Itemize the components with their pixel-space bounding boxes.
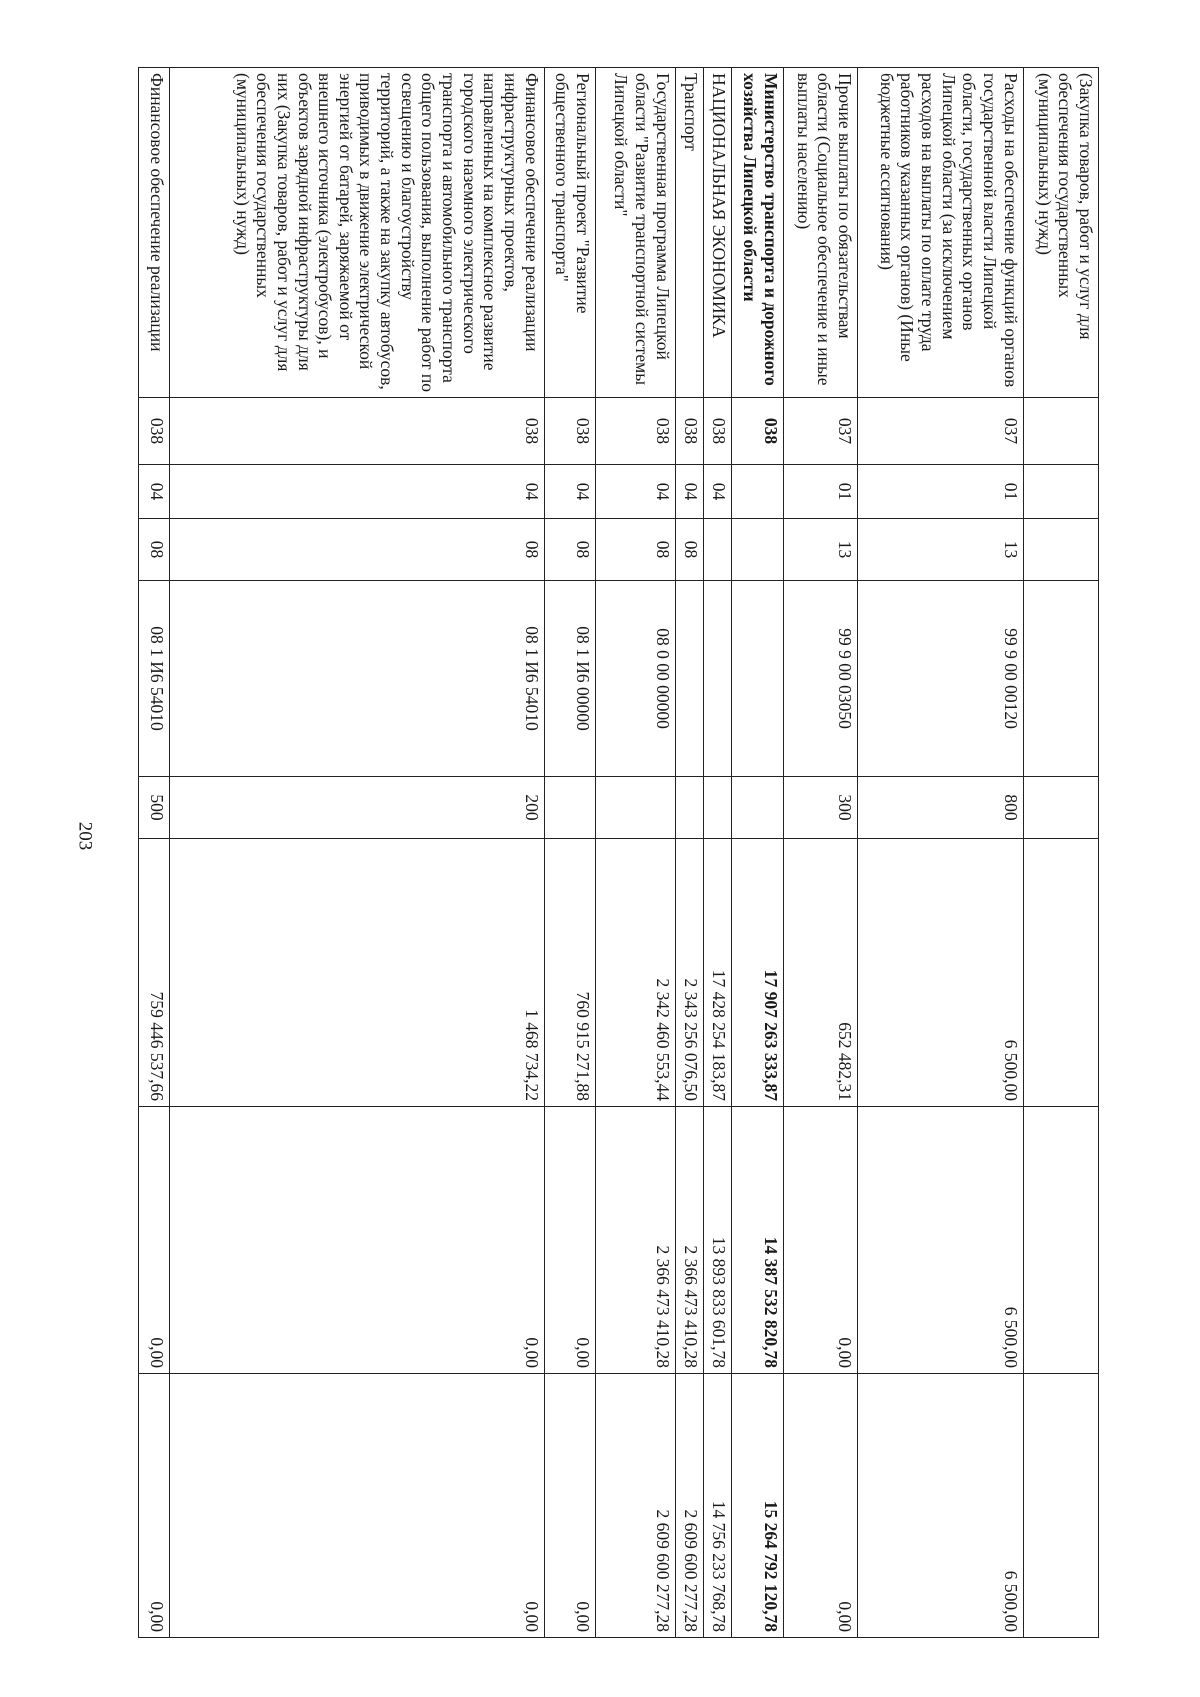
grbs-code: 038 — [139, 398, 170, 465]
amount-year-2: 2 366 473 410,28 — [675, 1107, 703, 1374]
grbs-code: 037 — [783, 398, 857, 465]
grbs-code: 038 — [544, 398, 595, 465]
grbs-code: 038 — [595, 398, 675, 465]
amount-year-3: 0,00 — [544, 1374, 595, 1638]
expense-type-code — [732, 777, 783, 839]
grbs-code: 038 — [675, 398, 703, 465]
expense-type-code: 500 — [139, 777, 170, 839]
amount-year-1: 1 468 734,22 — [170, 839, 545, 1107]
table-row — [783, 68, 857, 1638]
target-article-code — [675, 581, 703, 777]
section-code: 04 — [704, 465, 732, 519]
expense-type-code — [704, 777, 732, 839]
amount-year-2: 14 387 532 820,78 — [732, 1107, 783, 1374]
amount-year-1: 17 428 254 183,87 — [704, 839, 732, 1107]
grbs-code: 038 — [170, 398, 545, 465]
table-row — [858, 68, 1024, 1638]
amount-year-3: 2 609 600 277,28 — [595, 1374, 675, 1638]
expense-type-code — [544, 777, 595, 839]
amount-year-1: 17 907 263 333,87 — [732, 839, 783, 1107]
subsection-code — [732, 519, 783, 581]
section-code: 04 — [170, 465, 545, 519]
table-row — [704, 68, 732, 1638]
row-name: Финансовое обеспечение реализации — [139, 68, 170, 398]
table-row — [544, 68, 595, 1638]
table-row — [595, 68, 675, 1638]
subsection-code: 13 — [783, 519, 857, 581]
amount-year-1: 760 915 271,88 — [544, 839, 595, 1107]
table-row — [1023, 68, 1098, 1638]
budget-table — [138, 67, 1099, 1638]
amount-year-3: 6 500,00 — [858, 1374, 1024, 1638]
amount-year-3 — [1023, 1374, 1098, 1638]
row-name: Министерство транспорта и дорожного хозяйства Липецкой области — [732, 68, 783, 398]
row-name: Государственная программа Липецкой области "Развитие транспортной системы Липецкой области" — [595, 68, 675, 398]
row-name: НАЦИОНАЛЬНАЯ ЭКОНОМИКА — [704, 68, 732, 398]
expense-type-code — [1023, 777, 1098, 839]
row-name: Транспорт — [675, 68, 703, 398]
subsection-code: 13 — [858, 519, 1024, 581]
target-article-code: 08 1 И6 54010 — [170, 581, 545, 777]
subsection-code — [1023, 519, 1098, 581]
target-article-code — [704, 581, 732, 777]
target-article-code — [732, 581, 783, 777]
amount-year-2: 0,00 — [139, 1107, 170, 1374]
row-name: Финансовое обеспечение реализации инфраструктурных проектов, направленных на комплексное развитие городского наземного электрического транспорта и автомобильного транспорта общего пользования, выполнение работ по освещению и благоустройству территорий, а также на закупку автобусов, приводимых в движение электрической энергией от батарей, заряжаемой от внешнего источника (электробусов), и объектов зарядной инфраструктуры для них (Закупка товаров, работ и услуг для обеспечения государственных (муниципальных) нужд) — [170, 68, 545, 398]
row-name: (Закупка товаров, работ и услуг для обеспечения государственных (муниципальных) нужд) — [1023, 68, 1098, 398]
section-code — [732, 465, 783, 519]
subsection-code: 08 — [595, 519, 675, 581]
subsection-code — [704, 519, 732, 581]
row-name: Прочие выплаты по обязательствам области (Социальное обеспечение и иные выплаты населению) — [783, 68, 857, 398]
amount-year-1 — [1023, 839, 1098, 1107]
row-name: Расходы на обеспечение функций органов государственной власти Липецкой области, государственных органов Липецкой области (за исключением расходов на выплаты по оплате труда работников указанных органов) (Иные бюджетные ассигнования) — [858, 68, 1024, 398]
table-row — [675, 68, 703, 1638]
amount-year-2: 2 366 473 410,28 — [595, 1107, 675, 1374]
amount-year-1: 2 343 256 076,50 — [675, 839, 703, 1107]
amount-year-2 — [1023, 1107, 1098, 1374]
expense-type-code: 200 — [170, 777, 545, 839]
table-row — [170, 68, 545, 1638]
amount-year-2: 13 893 833 601,78 — [704, 1107, 732, 1374]
row-name: Региональный проект "Развитие общественного транспорта" — [544, 68, 595, 398]
grbs-code: 037 — [858, 398, 1024, 465]
section-code: 04 — [595, 465, 675, 519]
subsection-code: 08 — [544, 519, 595, 581]
grbs-code: 038 — [704, 398, 732, 465]
target-article-code: 99 9 00 03050 — [783, 581, 857, 777]
amount-year-1: 652 482,31 — [783, 839, 857, 1107]
target-article-code: 08 0 00 00000 — [595, 581, 675, 777]
amount-year-1: 6 500,00 — [858, 839, 1024, 1107]
target-article-code — [1023, 581, 1098, 777]
amount-year-2: 0,00 — [170, 1107, 545, 1374]
amount-year-1: 759 446 537,66 — [139, 839, 170, 1107]
section-code: 04 — [139, 465, 170, 519]
table-row — [139, 68, 170, 1638]
table-row — [732, 68, 783, 1638]
subsection-code: 08 — [675, 519, 703, 581]
rotated-table-container — [138, 67, 1099, 1637]
grbs-code — [1023, 398, 1098, 465]
target-article-code: 99 9 00 00120 — [858, 581, 1024, 777]
expense-type-code — [675, 777, 703, 839]
subsection-code: 08 — [170, 519, 545, 581]
page-number: 203 — [74, 821, 96, 851]
subsection-code: 08 — [139, 519, 170, 581]
amount-year-3: 15 264 792 120,78 — [732, 1374, 783, 1638]
amount-year-1: 2 342 460 553,44 — [595, 839, 675, 1107]
section-code: 04 — [544, 465, 595, 519]
amount-year-3: 0,00 — [170, 1374, 545, 1638]
grbs-code: 038 — [732, 398, 783, 465]
section-code — [1023, 465, 1098, 519]
target-article-code: 08 1 И6 54010 — [139, 581, 170, 777]
amount-year-2: 0,00 — [544, 1107, 595, 1374]
amount-year-2: 6 500,00 — [858, 1107, 1024, 1374]
section-code: 04 — [675, 465, 703, 519]
amount-year-3: 2 609 600 277,28 — [675, 1374, 703, 1638]
expense-type-code: 300 — [783, 777, 857, 839]
expense-type-code: 800 — [858, 777, 1024, 839]
amount-year-3: 0,00 — [139, 1374, 170, 1638]
amount-year-3: 0,00 — [783, 1374, 857, 1638]
amount-year-3: 14 756 233 768,78 — [704, 1374, 732, 1638]
section-code: 01 — [858, 465, 1024, 519]
amount-year-2: 0,00 — [783, 1107, 857, 1374]
target-article-code: 08 1 И6 00000 — [544, 581, 595, 777]
section-code: 01 — [783, 465, 857, 519]
expense-type-code — [595, 777, 675, 839]
